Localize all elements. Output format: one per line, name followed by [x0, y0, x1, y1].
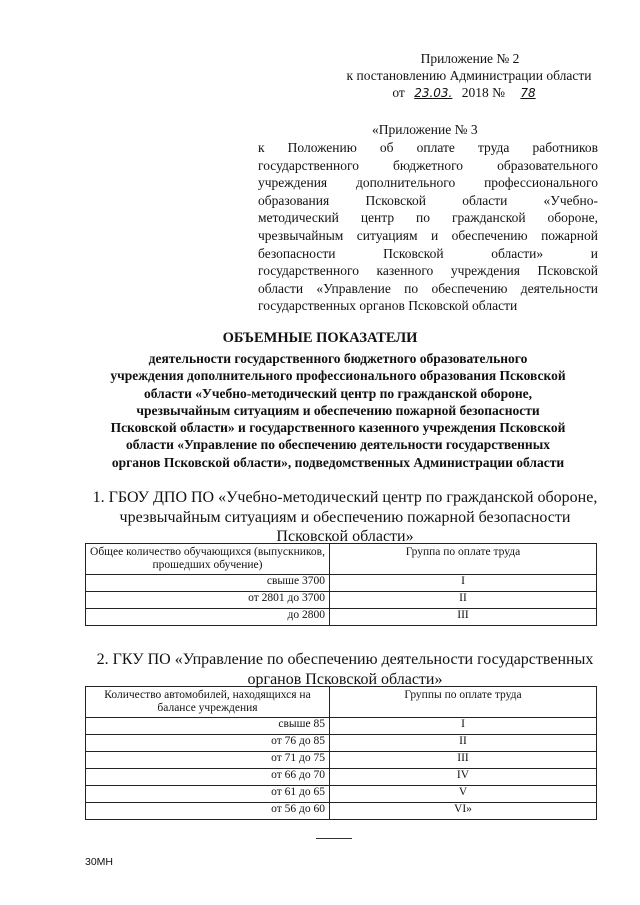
resolution-number: 78	[520, 86, 536, 100]
table-row	[86, 609, 597, 626]
sub-appendix-line: к Положению об оплате труда работников	[258, 140, 598, 155]
table-row	[86, 769, 597, 786]
section-heading-line: 1. ГБОУ ДПО ПО «Учебно-методический центр по гражданской обороне,	[92, 489, 598, 506]
subtitle-line: области «Учебно-методический центр по гражданской обороне,	[143, 385, 533, 401]
section-2-heading	[85, 650, 605, 689]
table-cell: от 61 до 65	[86, 786, 330, 803]
table-cell: III	[330, 609, 597, 626]
sub-appendix-line: безопасности Псковской области» и	[258, 245, 598, 261]
table-cell: IV	[330, 769, 597, 786]
table-row	[86, 718, 597, 735]
table-row	[86, 592, 597, 609]
table-cell: I	[330, 718, 597, 735]
sub-appendix-line: образования Псковской области «Учебно-	[258, 192, 598, 208]
table-row	[86, 752, 597, 769]
subtitle-line: области «Управление по обеспечению деятельности государственных	[126, 437, 550, 453]
end-divider	[316, 838, 352, 839]
table-row	[86, 575, 597, 592]
sub-appendix-line: государственного казенного учреждения Псковской	[258, 263, 598, 279]
section-1-table	[85, 543, 597, 626]
subtitle-line: органов Псковской области», подведомственных Администрации области	[111, 454, 565, 470]
sub-appendix-line: государственных органов Псковской области	[258, 298, 518, 314]
table-row	[86, 803, 597, 820]
table-cell: II	[330, 592, 597, 609]
section-1-heading	[85, 488, 605, 547]
sub-appendix-line: области «Управление по обеспечению деятельности	[258, 280, 598, 296]
section-heading-line: Псковской области»	[276, 528, 414, 545]
subtitle-line: деятельности государственного бюджетного образовательного	[148, 351, 528, 366]
column-header: Группа по оплате труда	[330, 544, 597, 575]
table-cell: II	[330, 735, 597, 752]
sub-appendix-text	[258, 139, 598, 315]
table-cell: III	[330, 752, 597, 769]
resolution-reference: к постановлению Администрации области	[346, 68, 592, 83]
appendix-label: Приложение № 2	[420, 51, 520, 66]
column-header: Общее количество обучающихся (выпускников, прошедших обучение)	[86, 544, 330, 575]
section-heading-line: чрезвычайным ситуациям и обеспечению пожарной безопасности	[119, 508, 571, 526]
table-cell: от 2801 до 3700	[86, 592, 330, 609]
sub-appendix-line: государственного бюджетного образовательного	[258, 157, 598, 173]
section-heading-line: 2. ГКУ ПО «Управление по обеспечению деятельности государственных	[96, 651, 594, 668]
subtitle-line: Псковской области» и государственного казенного учреждения Псковской	[110, 420, 566, 436]
sub-appendix-label: «Приложение № 3	[372, 122, 478, 137]
column-header: Группы по оплате труда	[330, 687, 597, 718]
table-cell: свыше 85	[86, 718, 330, 735]
section-2-table	[85, 686, 597, 820]
subtitle-line: чрезвычайным ситуациям и обеспечению пожарной безопасности	[136, 402, 540, 418]
date-prefix: от	[392, 85, 405, 100]
table-cell: от 56 до 60	[86, 803, 330, 820]
subtitle-line: учреждения дополнительного профессионального образования Псковской	[110, 368, 566, 384]
table-cell: свыше 3700	[86, 575, 330, 592]
appendix-header	[300, 50, 600, 102]
table-cell: от 76 до 85	[86, 735, 330, 752]
document-title: ОБЪЕМНЫЕ ПОКАЗАТЕЛИ	[222, 330, 418, 346]
table-cell: V	[330, 786, 597, 803]
column-header: Количество автомобилей, находящихся на балансе учреждения	[86, 687, 330, 718]
resolution-date-line	[340, 84, 600, 102]
date-year: 2018 №	[461, 85, 505, 100]
date-day: 23.03.	[414, 86, 453, 100]
sub-appendix-line: учреждения дополнительного профессионального	[258, 175, 598, 191]
document-subtitle	[78, 350, 598, 471]
table-cell: от 66 до 70	[86, 769, 330, 786]
table-header-row	[86, 687, 597, 718]
table-cell: VI»	[330, 803, 597, 820]
table-cell: I	[330, 575, 597, 592]
section-heading-line: органов Псковской области»	[247, 670, 443, 688]
document-code: 30МН	[85, 856, 114, 868]
table-cell: до 2800	[86, 609, 330, 626]
table-row	[86, 786, 597, 803]
sub-appendix-line: методический центр по гражданской обороне,	[258, 210, 598, 226]
table-cell: от 71 до 75	[86, 752, 330, 769]
table-header-row	[86, 544, 597, 575]
table-row	[86, 735, 597, 752]
sub-appendix-line: чрезвычайным ситуациям и обеспечению пожарной	[258, 227, 598, 243]
